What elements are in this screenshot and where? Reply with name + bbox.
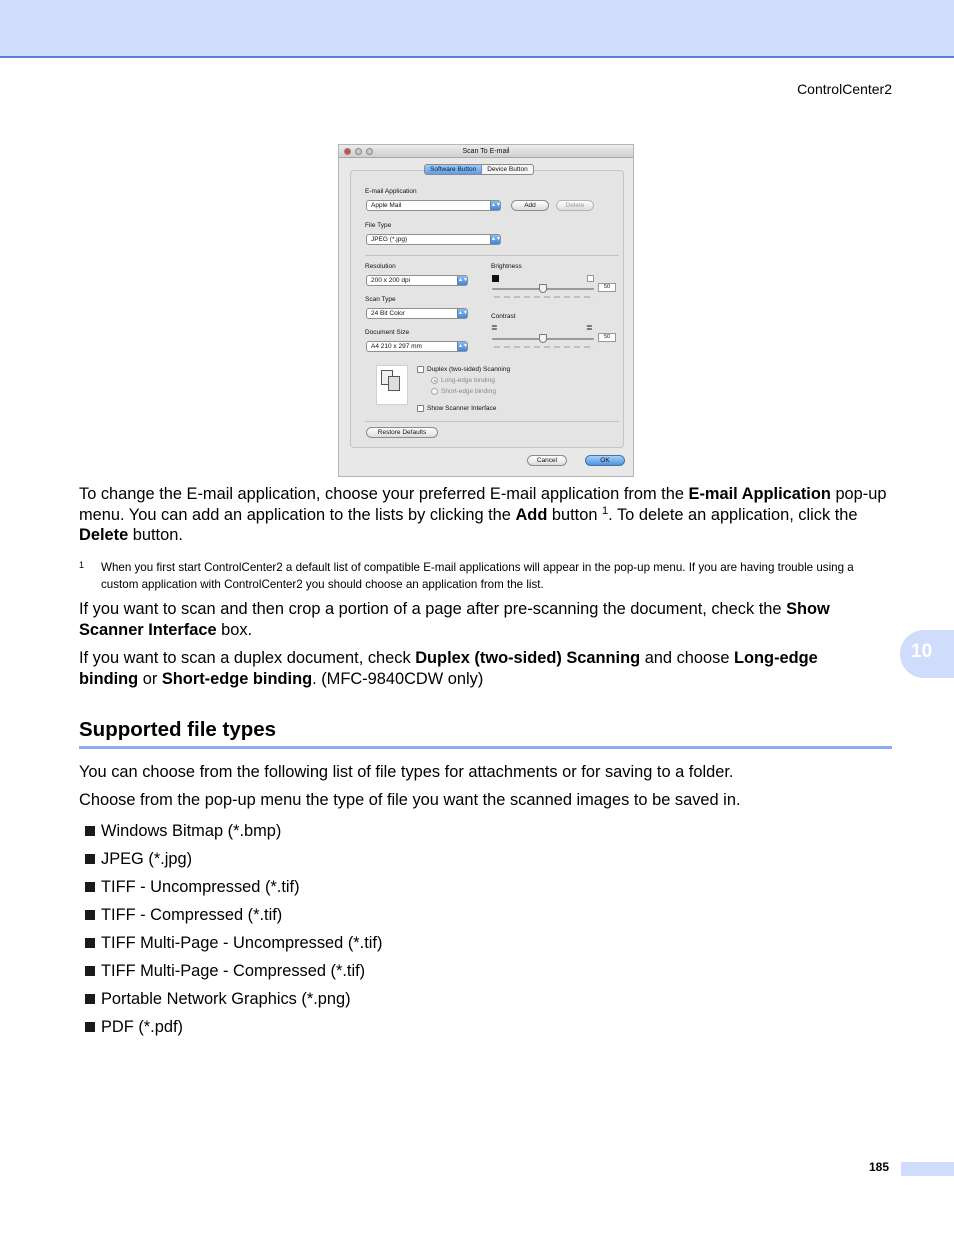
zoom-window-icon[interactable] [366,148,373,155]
bullet-square-icon [85,882,95,892]
document-size-value: A4 210 x 297 mm [371,343,422,350]
add-button[interactable]: Add [511,200,549,211]
paragraph-file-types-choose: Choose from the pop-up menu the type of file you want the scanned images to be saved in. [79,791,741,809]
short-edge-label: Short-edge binding [441,388,496,395]
list-item [85,929,382,957]
slider-ticks [492,346,594,348]
paragraph-duplex [79,648,869,689]
page-number-band [901,1162,954,1176]
popup-arrows-icon: ▲▼ [491,202,501,208]
dialog-titlebar [339,145,633,158]
text: and choose [640,649,735,667]
header-band [0,0,954,58]
bullet-square-icon [85,1022,95,1032]
text: button [547,505,603,524]
list-item [85,901,382,929]
bold-text: Show Scanner Interface [79,600,830,639]
text: . (MFC-9840CDW only) [312,669,484,688]
bullet-square-icon [85,994,95,1004]
duplex-document-icon [376,365,408,405]
footnote-number: 1 [79,560,85,570]
long-edge-radio[interactable] [431,377,438,384]
light-square-icon [587,275,594,282]
file-type-list [85,817,382,1041]
footnote-ref: 1 [602,504,609,517]
paragraph-scanner-interface [79,599,892,640]
duplex-checkbox[interactable] [417,366,424,373]
bullet-square-icon [85,938,95,948]
duplex-label: Duplex (two-sided) Scanning [427,366,511,373]
short-edge-radio[interactable] [431,388,438,395]
tab-software-button[interactable]: Software Button [425,165,482,174]
list-item-text: PDF (*.pdf) [101,1018,183,1036]
file-type-value: JPEG (*.jpg) [371,236,408,243]
bullet-square-icon [85,854,95,864]
brightness-slider-knob[interactable] [539,284,547,293]
section-heading: Supported file types [79,718,277,741]
contrast-value[interactable]: 50 [598,333,616,342]
text: If you want to scan a duplex document, check [79,649,416,667]
dialog-tabs [424,164,534,175]
dark-square-icon [492,275,499,282]
bullet-square-icon [85,966,95,976]
contrast-slider-knob[interactable] [539,334,547,343]
list-item-text: Windows Bitmap (*.bmp) [101,822,282,840]
email-app-label: E-mail Application [365,188,417,195]
text: . To delete an application, click the [608,505,858,524]
scan-to-email-dialog [338,144,634,477]
section-title: ControlCenter2 [797,81,892,97]
page-number: 185 [869,1160,890,1174]
popup-arrows-icon: ▲▼ [491,236,501,242]
long-edge-label: Long-edge binding [441,377,495,384]
list-item-text: TIFF Multi-Page - Uncompressed (*.tif) [101,934,383,952]
email-app-value: Apple Mail [371,202,402,209]
resolution-popup[interactable] [366,275,468,286]
divider [365,421,619,422]
text: pop-up menu. You can add an application to the lists by clicking the [79,485,887,524]
dialog-title: Scan To E-mail [462,148,510,155]
list-item-text: TIFF Multi-Page - Compressed (*.tif) [101,962,366,980]
scan-type-popup[interactable] [366,308,468,319]
high-contrast-icon: ≣ [586,323,593,332]
brightness-value[interactable]: 50 [598,283,616,292]
paragraph-file-types-intro: You can choose from the following list of file types for attachments or for saving to a folder. [79,763,734,781]
heading-rule [79,746,892,749]
contrast-label: Contrast [491,313,516,320]
cancel-button[interactable]: Cancel [527,455,567,466]
file-type-label: File Type [365,222,392,229]
list-item [85,873,382,901]
bold-text: Long-edge binding [79,649,818,688]
bold-text: Duplex (two-sided) Scanning [415,649,641,667]
text: button. [128,526,183,544]
tab-device-button[interactable]: Device Button [487,166,528,173]
text: To change the E-mail application, choose your preferred E-mail application from the [79,485,689,503]
scan-type-label: Scan Type [365,296,396,303]
bold-text: Short-edge binding [161,669,313,688]
popup-arrows-icon: ▲▼ [458,277,468,283]
list-item-text: Portable Network Graphics (*.png) [101,990,351,1008]
text: box. [216,620,253,639]
list-item-text: TIFF - Uncompressed (*.tif) [101,878,300,896]
document-size-popup[interactable] [366,341,468,352]
slider-ticks [492,296,594,298]
settings-panel [350,170,624,448]
file-type-popup[interactable] [366,234,501,245]
document-size-label: Document Size [365,329,410,336]
bold-text: E-mail Application [688,485,831,503]
chapter-number: 10 [911,641,933,662]
list-item [85,985,382,1013]
list-item [85,957,382,985]
text: If you want to scan and then crop a portion of a page after pre-scanning the document, check the [79,600,787,618]
popup-arrows-icon: ▲▼ [458,310,468,316]
list-item [85,817,382,845]
chapter-tab [900,630,954,678]
footnote [79,560,892,593]
minimize-window-icon[interactable] [355,148,362,155]
ok-button[interactable]: OK [585,455,625,466]
resolution-value: 200 x 200 dpi [371,277,411,284]
popup-arrows-icon: ▲▼ [458,343,468,349]
delete-button[interactable]: Delete [556,200,594,211]
bullet-square-icon [85,910,95,920]
resolution-label: Resolution [365,263,396,270]
restore-defaults-button[interactable]: Restore Defaults [366,427,438,438]
bold-text: Delete [79,526,129,544]
list-item [85,1013,382,1041]
paragraph-email-app [79,484,892,546]
scan-type-value: 24 Bit Color [371,310,405,317]
brightness-label: Brightness [491,263,522,270]
show-scanner-label: Show Scanner Interface [427,405,497,412]
close-window-icon[interactable] [344,148,351,155]
divider [365,255,619,256]
list-item [85,845,382,873]
list-item-text: JPEG (*.jpg) [101,850,193,868]
text: or [138,669,162,688]
footnote-text: When you first start ControlCenter2 a default list of compatible E-mail applications will appear in the pop-up menu. If you are having trouble using a custom application with ControlCenter2 you should choose an application from the list. [101,561,854,591]
show-scanner-checkbox[interactable] [417,405,424,412]
low-contrast-icon: ≣ [491,323,498,332]
bullet-square-icon [85,826,95,836]
email-app-popup[interactable] [366,200,501,211]
bold-text: Add [515,505,548,524]
list-item-text: TIFF - Compressed (*.tif) [101,906,283,924]
